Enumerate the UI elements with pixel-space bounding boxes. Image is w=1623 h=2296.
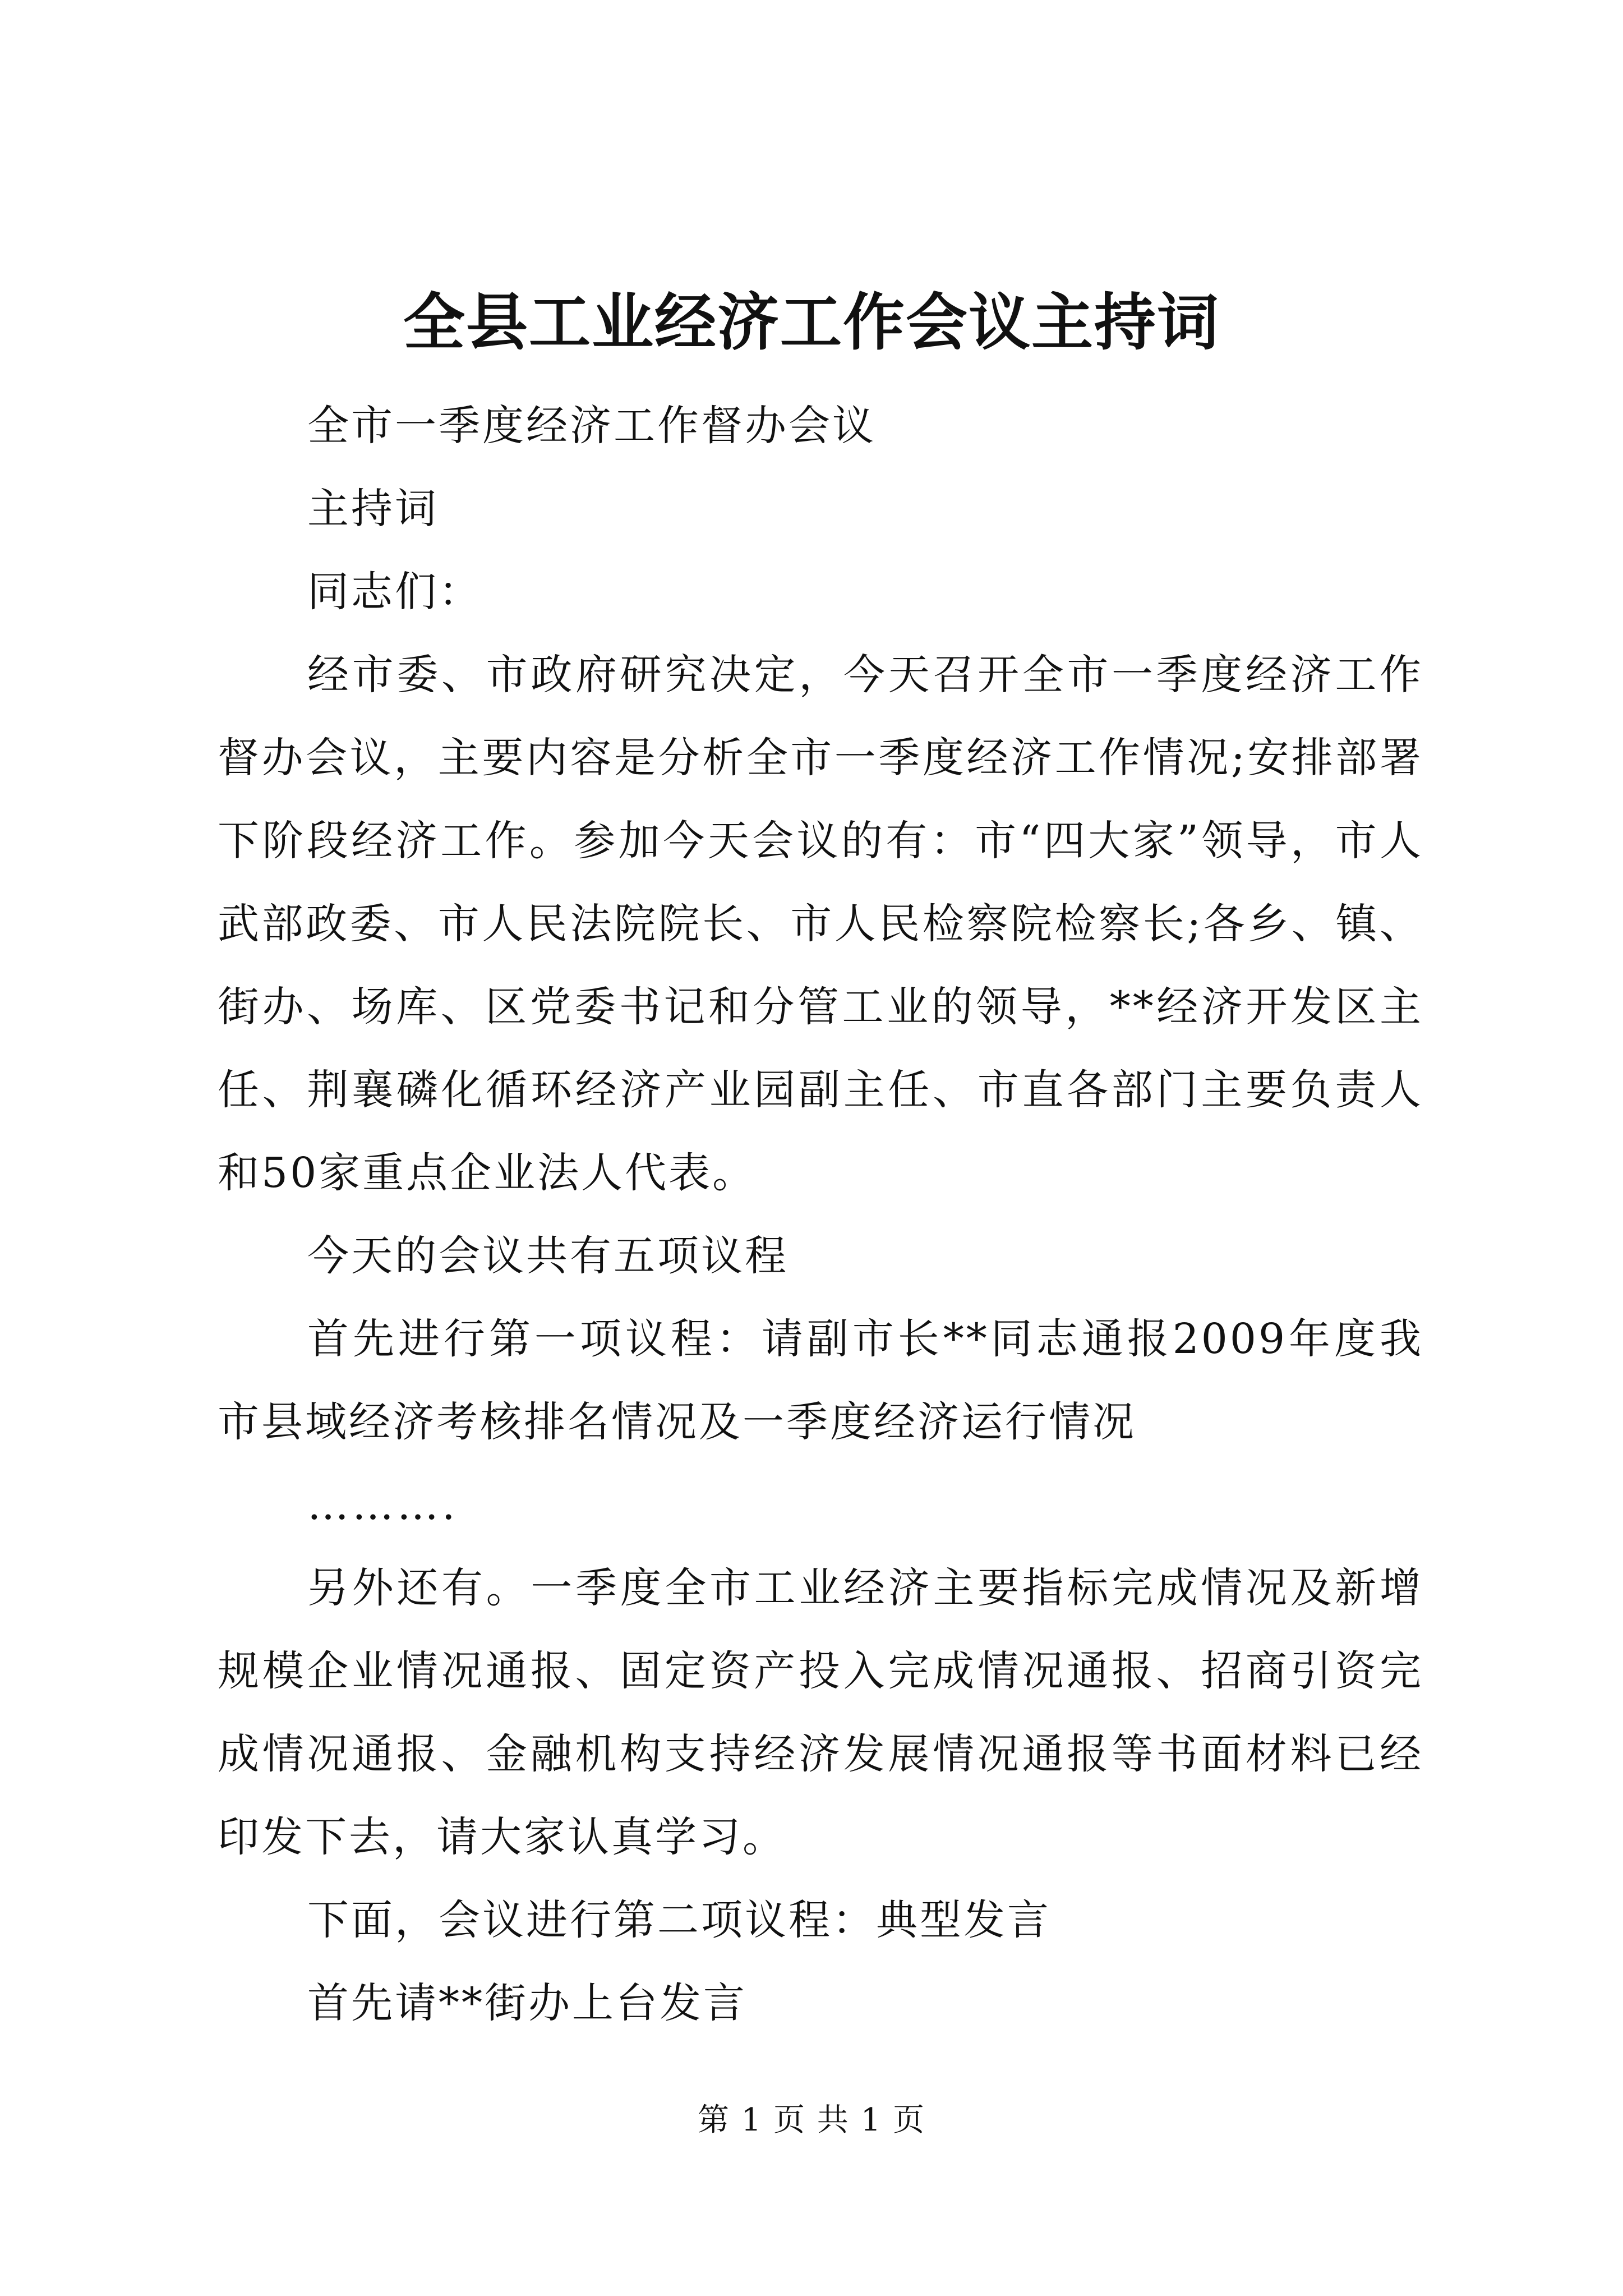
paragraph-materials: 另外还有。一季度全市工业经济主要指标完成情况及新增规模企业情况通报、固定资产投入完成情况通报、招商引资完成情况通报、金融机构支持经济发展情况通报等书面材料已经印发下去，请大家认真学习。 [218,1564,1423,1861]
paragraph-subtitle: 主持词 [307,485,439,533]
paragraph-agenda-item-1: 首先进行第一项议程：请副市长**同志通报2009年度我市县域经济考核排名情况及一季度经济运行情况 [218,1315,1423,1446]
paragraph-agenda-count: 今天的会议共有五项议程 [307,1232,789,1280]
paragraph-first-speaker: 首先请**街办上台发言 [307,1979,747,2027]
document-title: 全县工业经济工作会议主持词 [403,286,1220,358]
paragraph-meeting-name: 全市一季度经济工作督办会议 [307,402,876,450]
paragraph-ellipsis: ………. [307,1481,459,1529]
paragraph-agenda-item-2: 下面，会议进行第二项议程：典型发言 [307,1896,1051,1944]
paragraph-salutation: 同志们： [307,568,482,616]
paragraph-introduction: 经市委、市政府研究决定，今天召开全市一季度经济工作督办会议，主要内容是分析全市一季度经济工作情况;安排部署下阶段经济工作。参加今天会议的有：市“四大家”领导，市人武部政委、市人民法院院长、市人民检察院检察长;各乡、镇、街办、场库、区党委书记和分管工业的领导，**经济开发区主任、荆襄磷化循环经济产业园副主任、市直各部门主要负责人和50家重点企业法人代表。 [218,651,1423,1197]
page-footer: 第 1 页 共 1 页 [697,2102,926,2138]
document-body [218,384,1423,2045]
